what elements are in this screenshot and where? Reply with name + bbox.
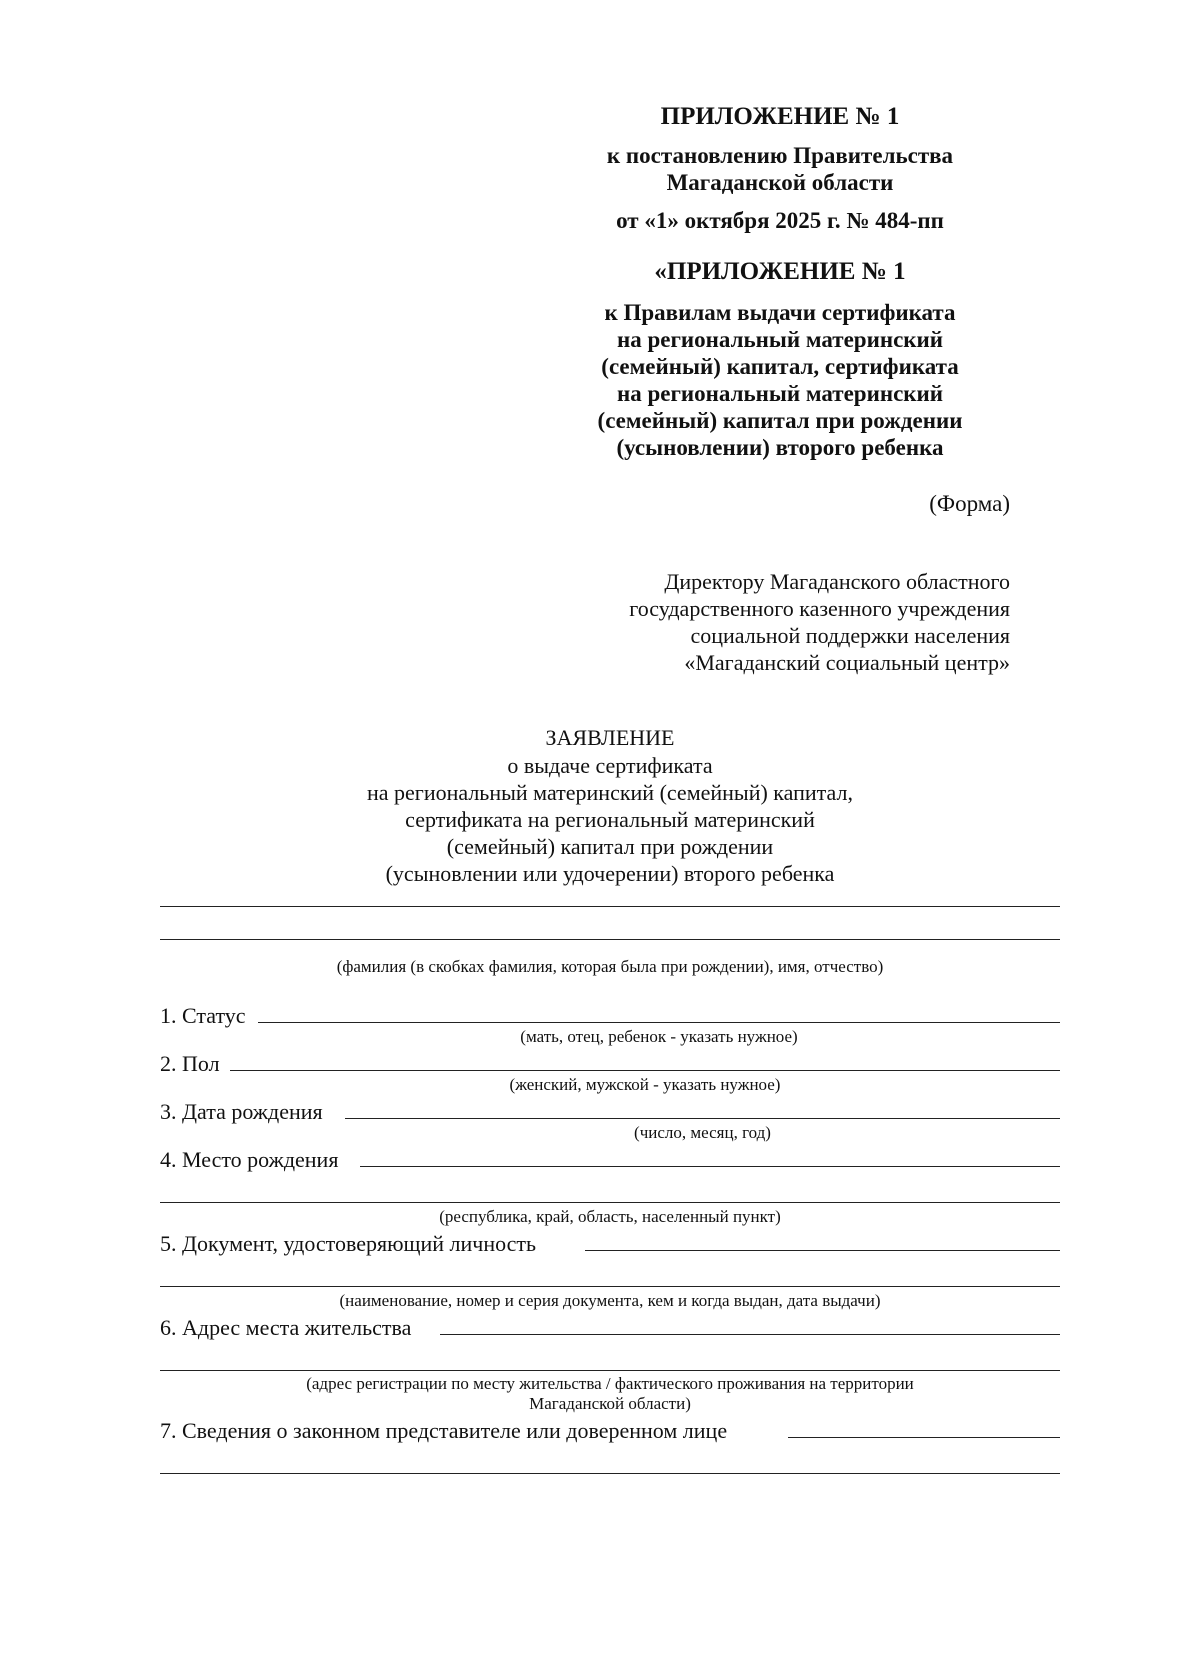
statement-line-1: о выдаче сертификата <box>507 753 713 778</box>
address-label: 6. Адрес места жительства <box>160 1315 412 1340</box>
statement-title: ЗАЯВЛЕНИЕ <box>545 725 675 750</box>
sex-hint: (женский, мужской - указать нужное) <box>509 1075 781 1094</box>
address-hint-line-2: Магаданской области) <box>529 1394 691 1413</box>
birth-date-label: 3. Дата рождения <box>160 1099 323 1124</box>
status-hint: (мать, отец, ребенок - указать нужное) <box>520 1027 798 1046</box>
sex-label: 2. Пол <box>160 1051 220 1076</box>
addressee-line-2: государственного казенного учреждения <box>629 596 1010 621</box>
decree-line-1: к постановлению Правительства <box>606 143 954 168</box>
addressee-line-1: Директору Магаданского областного <box>664 569 1010 594</box>
birth-place-input-line-1[interactable] <box>360 1166 1060 1167</box>
name-input-line-1[interactable] <box>160 906 1060 907</box>
representative-label: 7. Сведения о законном представителе или доверенном лице <box>160 1418 728 1443</box>
birth-place-label: 4. Место рождения <box>160 1147 339 1172</box>
id-document-hint: (наименование, номер и серия документа, кем и когда выдан, дата выдачи) <box>339 1291 881 1310</box>
name-caption: (фамилия (в скобках фамилия, которая была при рождении), имя, отчество) <box>336 957 884 976</box>
statement-line-2: на региональный материнский (семейный) капитал, <box>367 780 853 805</box>
addressee-line-3: социальной поддержки населения <box>690 623 1010 648</box>
appendix-title: ПРИЛОЖЕНИЕ № 1 <box>660 103 900 130</box>
name-input-line-2[interactable] <box>160 939 1060 940</box>
birth-date-input-line[interactable] <box>345 1118 1060 1119</box>
representative-input-line-1[interactable] <box>788 1437 1060 1438</box>
sex-input-line[interactable] <box>230 1070 1060 1071</box>
statement-line-4: (семейный) капитал при рождении <box>446 834 774 859</box>
form-label: (Форма) <box>929 491 1010 516</box>
representative-input-line-2[interactable] <box>160 1473 1060 1474</box>
appendix2-title: «ПРИЛОЖЕНИЕ № 1 <box>654 258 906 285</box>
decree-line-2: Магаданской области <box>666 170 894 195</box>
rules-line-1: к Правилам выдачи сертификата <box>604 300 956 325</box>
birth-place-hint: (республика, край, область, населенный пункт) <box>439 1207 781 1226</box>
id-document-input-line-2[interactable] <box>160 1286 1060 1287</box>
rules-line-4: на региональный материнский <box>616 381 944 406</box>
decree-line-3: от «1» октября 2025 г. № 484-пп <box>616 208 944 233</box>
id-document-label: 5. Документ, удостоверяющий личность <box>160 1231 537 1256</box>
rules-line-2: на региональный материнский <box>616 327 944 352</box>
rules-line-5: (семейный) капитал при рождении <box>597 408 963 433</box>
birth-place-input-line-2[interactable] <box>160 1202 1060 1203</box>
id-document-input-line-1[interactable] <box>585 1250 1060 1251</box>
status-label: 1. Статус <box>160 1003 246 1028</box>
rules-line-6: (усыновлении) второго ребенка <box>616 435 944 460</box>
rules-line-3: (семейный) капитал, сертификата <box>601 354 959 379</box>
statement-line-3: сертификата на региональный материнский <box>405 807 815 832</box>
addressee-line-4: «Магаданский социальный центр» <box>684 650 1010 675</box>
status-input-line[interactable] <box>258 1022 1060 1023</box>
address-hint-line-1: (адрес регистрации по месту жительства / фактического проживания на территории <box>306 1374 914 1393</box>
address-input-line-1[interactable] <box>440 1334 1060 1335</box>
statement-line-5: (усыновлении или удочерении) второго ребенка <box>385 861 835 886</box>
birth-date-hint: (число, месяц, год) <box>634 1123 771 1142</box>
address-input-line-2[interactable] <box>160 1370 1060 1371</box>
